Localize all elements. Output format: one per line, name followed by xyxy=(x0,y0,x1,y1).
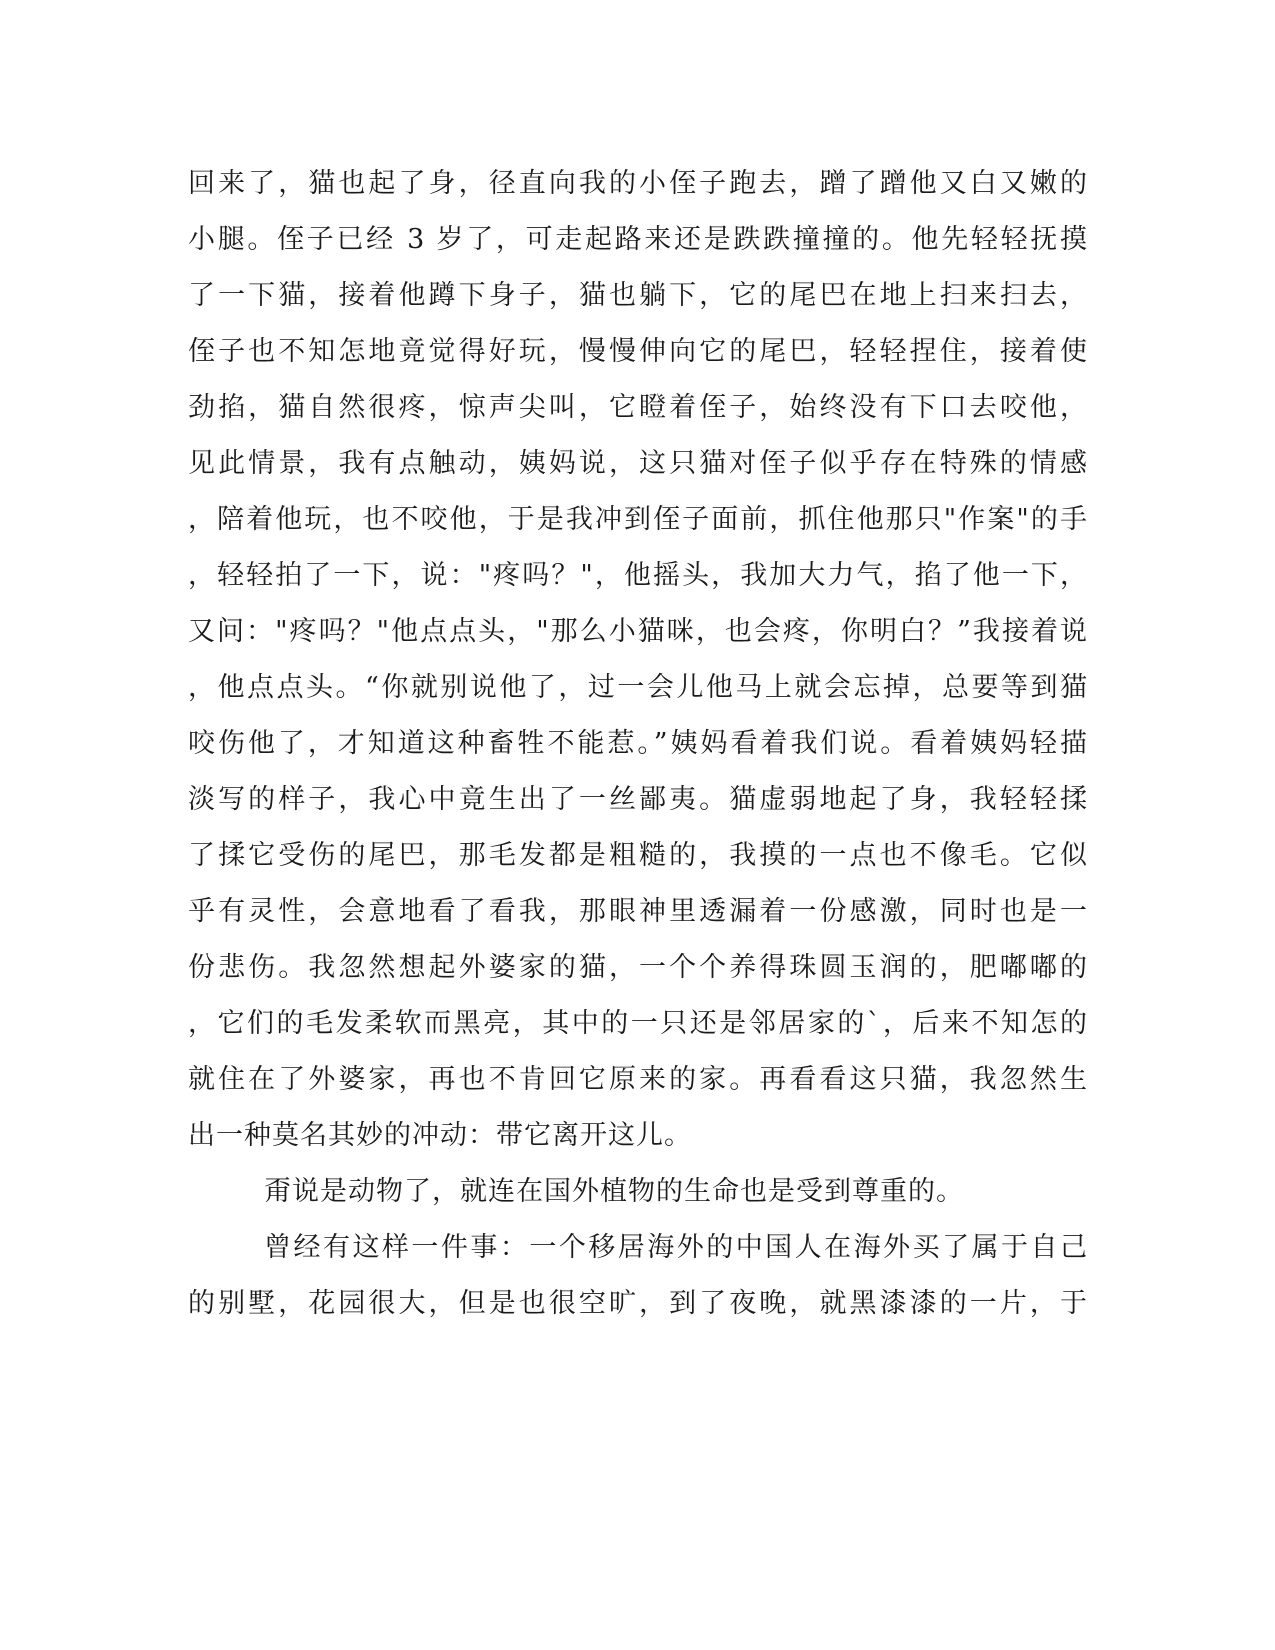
text-line: ，它们的毛发柔软而黑亮，其中的一只还是邻居家的`，后来不知怎的 xyxy=(188,1008,1088,1039)
text-line: 淡写的样子，我心中竟生出了一丝鄙夷。猫虚弱地起了身，我轻轻揉 xyxy=(188,784,1088,815)
text-line: 就住在了外婆家，再也不肯回它原来的家。再看看这只猫，我忽然生 xyxy=(188,1064,1088,1095)
text-line: 又问："疼吗？"他点点头，"那么小猫咪，也会疼，你明白？”我接着说 xyxy=(188,616,1088,647)
text-line: 的别墅，花园很大，但是也很空旷，到了夜晚，就黑漆漆的一片，于 xyxy=(188,1288,1088,1319)
text-line: 了揉它受伤的尾巴，那毛发都是粗糙的，我摸的一点也不像毛。它似 xyxy=(188,840,1088,871)
text-line: ，他点点头。“你就别说他了，过一会儿他马上就会忘掉，总要等到猫 xyxy=(188,672,1088,703)
text-line: 见此情景，我有点触动，姨妈说，这只猫对侄子似乎存在特殊的情感 xyxy=(188,448,1088,479)
text-line: 侄子也不知怎地竟觉得好玩，慢慢伸向它的尾巴，轻轻捏住，接着使 xyxy=(188,336,1088,367)
text-line-paragraph-start: 甭说是动物了，就连在国外植物的生命也是受到尊重的。 xyxy=(264,1176,964,1207)
text-line: ，陪着他玩，也不咬他，于是我冲到侄子面前，抓住他那只"作案"的手 xyxy=(188,504,1088,535)
text-line: 了一下猫，接着他蹲下身子，猫也躺下，它的尾巴在地上扫来扫去， xyxy=(188,280,1088,311)
text-line: 咬伤他了，才知道这种畜牲不能惹。”姨妈看着我们说。看着姨妈轻描 xyxy=(188,728,1088,759)
text-line: 小腿。侄子已经 3 岁了，可走起路来还是跌跌撞撞的。他先轻轻抚摸 xyxy=(188,224,1088,255)
text-line-paragraph-start: 曾经有这样一件事：一个移居海外的中国人在海外买了属于自己 xyxy=(264,1232,1088,1263)
text-line: ，轻轻拍了一下，说："疼吗？"，他摇头，我加大力气，掐了他一下， xyxy=(188,560,1088,591)
text-line-paragraph-end: 出一种莫名其妙的冲动：带它离开这儿。 xyxy=(188,1120,692,1151)
document-body xyxy=(188,156,1088,1332)
text-line: 乎有灵性，会意地看了看我，那眼神里透漏着一份感激，同时也是一 xyxy=(188,896,1088,927)
text-line: 回来了，猫也起了身，径直向我的小侄子跑去，蹭了蹭他又白又嫩的 xyxy=(188,168,1088,199)
text-line: 劲掐，猫自然很疼，惊声尖叫，它瞪着侄子，始终没有下口去咬他， xyxy=(188,392,1088,423)
text-line: 份悲伤。我忽然想起外婆家的猫，一个个养得珠圆玉润的，肥嘟嘟的 xyxy=(188,952,1088,983)
